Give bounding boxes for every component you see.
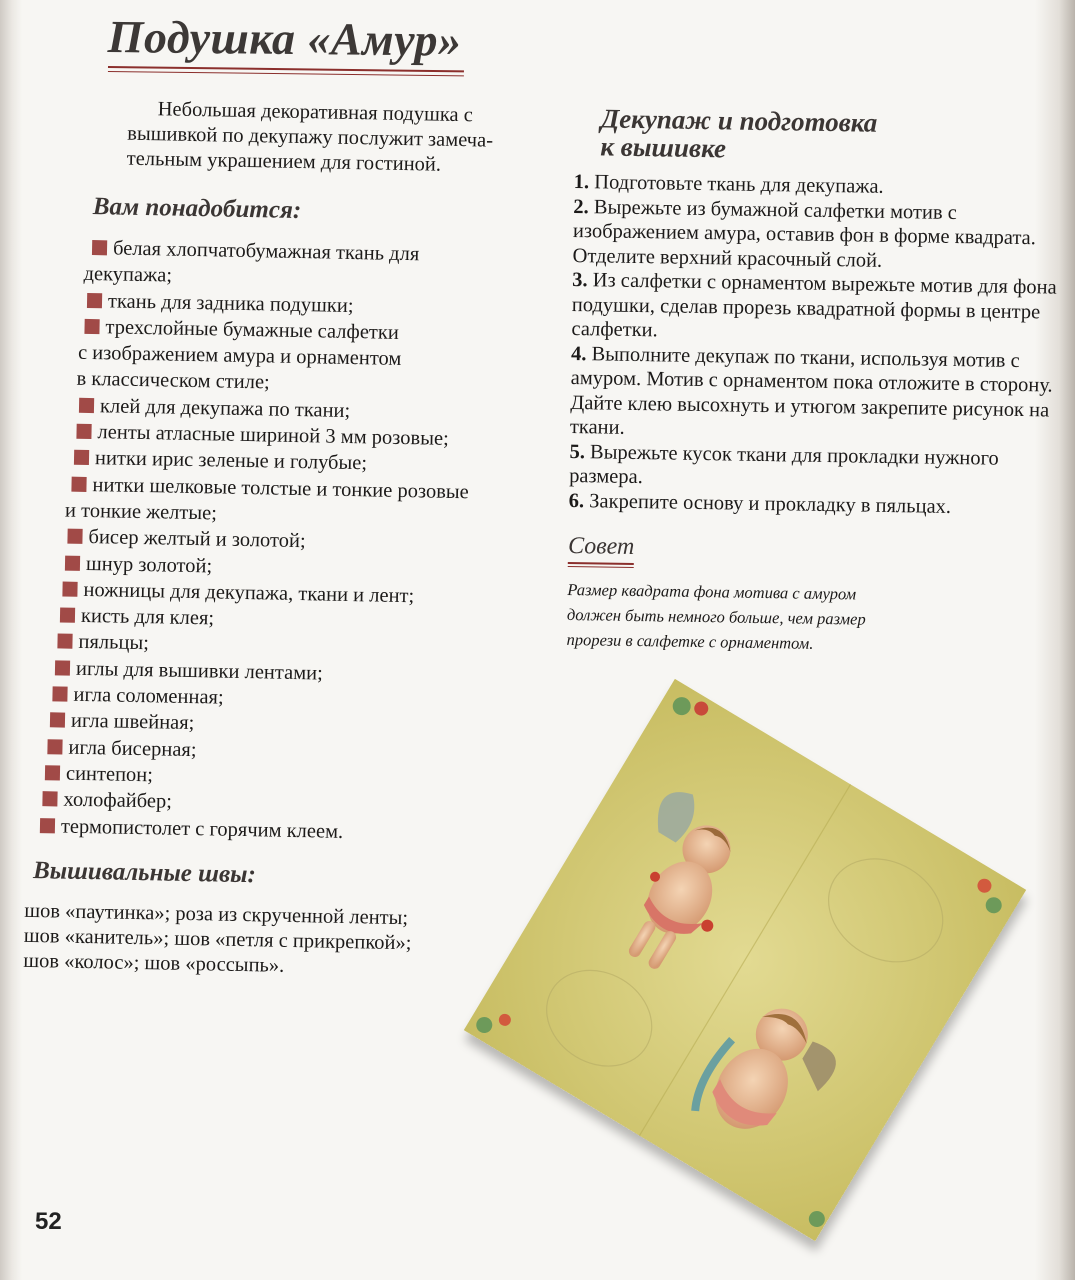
intro-line-2: вышивкой по декупажу послужит замеча- <box>127 122 494 152</box>
materials-heading: Вам понадобится: <box>92 193 302 225</box>
material-text: игла бисерная; <box>68 736 197 761</box>
stitches-heading: Вышивальные швы: <box>32 856 257 889</box>
step-item <box>571 268 1062 349</box>
material-text: бисер желтый и золотой; <box>88 526 306 553</box>
material-text: ленты атласные шириной 3 мм розовые; <box>97 421 449 450</box>
tip-text: Размер квадрата фона мотива с амуром должен быть немного больше, чем размер прорези в салфетке с орнаментом. <box>566 579 866 653</box>
stitches-text: шов «паутинка»; роза из скрученной ленты; шов «канитель»; шов «петля с прикрепкой»; шов «колос»; шов «россыпь». <box>23 899 412 977</box>
material-text: трехслойные бумажные салфетки <box>105 316 400 344</box>
bullet-square-icon <box>52 686 67 701</box>
step-text: Вырежьте кусок ткани для прокладки нужного размера. <box>568 440 999 489</box>
steps-heading-line-2: к вышивке <box>600 131 727 164</box>
bullet-square-icon <box>40 818 55 833</box>
step-number: 5. <box>569 440 591 463</box>
material-text: термопистолет с горячим клеем. <box>60 815 344 843</box>
intro-line-1: Небольшая декоративная подушка с <box>157 98 474 127</box>
material-text: декупажа; <box>83 263 173 287</box>
step-number: 2. <box>573 195 595 218</box>
cupid-illustration <box>464 679 1027 1242</box>
bullet-square-icon <box>55 660 70 675</box>
step-text: Подготовьте ткань для декупажа. <box>594 171 884 198</box>
tip-heading-text: Совет <box>567 532 635 560</box>
intro-indent <box>128 115 158 116</box>
material-text: кисть для клея; <box>80 605 215 630</box>
step-item <box>572 194 1063 275</box>
bullet-square-icon <box>67 529 82 544</box>
steps-heading-line-1: Декупаж и подготовка <box>600 103 878 138</box>
steps-list <box>569 170 1064 521</box>
material-text: игла соломенная; <box>73 683 224 709</box>
bullet-square-icon <box>65 555 80 570</box>
page-number: 52 <box>35 1208 62 1235</box>
title-underline <box>108 66 464 76</box>
step-number: 3. <box>572 268 593 292</box>
material-text: холофайбер; <box>63 788 173 813</box>
material-text: в классическом стиле; <box>76 368 270 394</box>
bullet-square-icon <box>62 581 77 596</box>
bullet-square-icon <box>79 398 94 413</box>
material-text: ножницы для декупажа, ткани и лент; <box>83 578 415 608</box>
material-text: шнур золотой; <box>85 552 213 577</box>
material-text: с изображением амура и орнаментом <box>77 341 402 371</box>
materials-list <box>26 234 558 849</box>
bullet-square-icon <box>50 713 65 728</box>
material-text: синтепон; <box>65 762 154 787</box>
tip-heading <box>568 533 635 568</box>
step-text: Выполните декупаж по ткани, используя мотив с амуром. Мотив с орнаментом пока отложите в сторону. Дайте клею высохнуть и утюгом закрепите рисунок на ткани. <box>569 342 1053 439</box>
bullet-square-icon <box>74 450 89 465</box>
material-text: нитки шелковые толстые и тонкие розовые <box>92 473 469 503</box>
bullet-square-icon <box>84 319 99 334</box>
material-text: нитки ирис зеленые и голубые; <box>94 447 368 475</box>
bullet-square-icon <box>47 739 62 754</box>
material-text: клей для декупажа по ткани; <box>99 394 351 422</box>
steps-heading <box>574 104 1065 168</box>
step-number: 1. <box>573 170 595 194</box>
bullet-square-icon <box>45 765 60 780</box>
intro-paragraph <box>39 95 548 180</box>
bullet-square-icon <box>76 424 91 439</box>
step-number: 4. <box>570 342 592 365</box>
bullet-square-icon <box>57 634 72 649</box>
bullet-square-icon <box>92 240 107 255</box>
bullet-square-icon <box>42 791 57 806</box>
left-column <box>23 95 560 984</box>
bullet-square-icon <box>60 608 75 623</box>
tip-underline <box>568 562 634 568</box>
intro-line-3: тельным украшением для гостиной. <box>126 147 442 176</box>
bullet-square-icon <box>87 293 102 308</box>
step-text: Вырежьте из бумажной салфетки мотив с изображением амура, оставив фон в форме квадрата. Отделите верхний красочный слой. <box>572 195 1037 272</box>
material-text: ткань для задника подушки; <box>107 289 354 317</box>
step-number: 6. <box>568 489 590 512</box>
step-text: Из салфетки с орнаментом вырежьте мотив для фона подушки, сделав прорезь квадратной формы в центре салфетки. <box>571 269 1057 342</box>
step-text: Закрепите основу и прокладку в пяльцах. <box>589 489 952 518</box>
material-text: игла швейная; <box>70 710 195 735</box>
cupid-napkin-photo <box>464 679 1027 1242</box>
material-text: иглы для вышивки лентами; <box>75 657 324 685</box>
step-item <box>569 439 1060 496</box>
bullet-square-icon <box>71 476 86 491</box>
material-text: пяльцы; <box>78 631 150 655</box>
material-text: белая хлопчатобумажная ткань для <box>112 237 420 266</box>
right-column <box>566 104 1065 660</box>
material-text: и тонкие желтые; <box>64 499 218 525</box>
page-title: Подушка «Амур» <box>107 10 462 66</box>
step-item <box>570 341 1061 447</box>
